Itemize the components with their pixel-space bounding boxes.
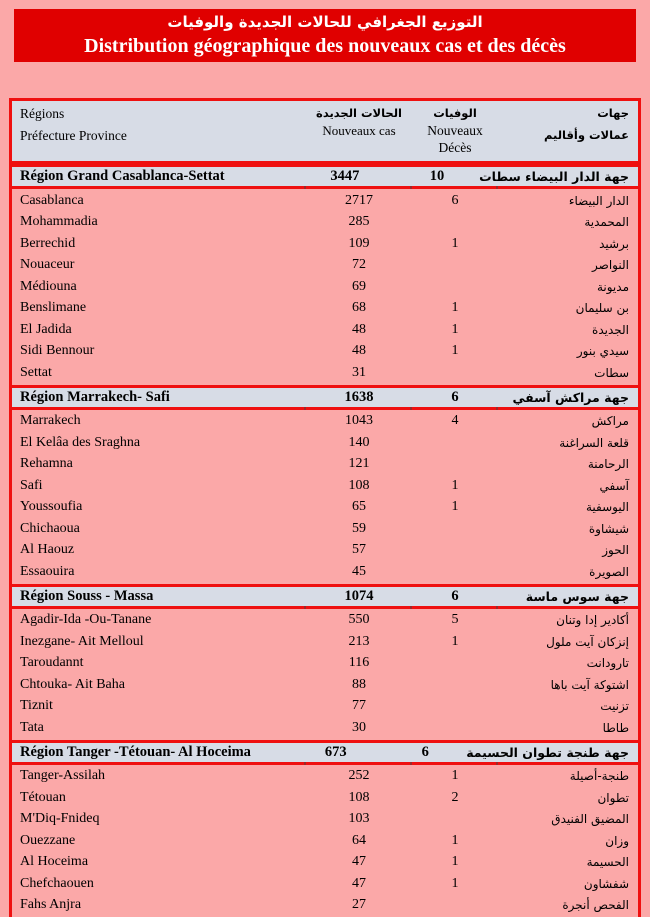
province-new-deaths: 5 (411, 612, 499, 628)
province-new-cases: 1043 (307, 413, 411, 429)
province-name-arabic: سطات (499, 366, 638, 380)
province-name-arabic: آسفي (499, 479, 638, 493)
province-name-arabic: شفشاون (499, 877, 638, 891)
table-row (12, 895, 638, 917)
region-name-arabic: جهة الدار البيضاء سطات (479, 169, 638, 184)
province-new-deaths: 1 (411, 833, 499, 849)
province-name-french: Ouezzane (12, 833, 307, 849)
table-row (12, 341, 638, 363)
table-row (12, 475, 638, 497)
province-name-french: Rehamna (12, 456, 307, 472)
province-name-arabic: اشتوكة آيت باها (499, 678, 638, 692)
province-new-cases: 68 (307, 300, 411, 316)
header-regions-arabic: جهات (499, 105, 629, 122)
table-row (12, 454, 638, 476)
province-new-cases: 103 (307, 811, 411, 827)
province-new-deaths: 1 (411, 854, 499, 870)
province-name-arabic: تطوان (499, 791, 638, 805)
province-new-cases: 45 (307, 564, 411, 580)
province-new-cases: 88 (307, 677, 411, 693)
page-title-arabic: التوزيع الجغرافي للحالات الجديدة والوفيات (14, 11, 636, 33)
table-header-row (12, 101, 638, 164)
province-new-cases: 47 (307, 854, 411, 870)
rule-tick (496, 606, 498, 609)
province-new-deaths: 1 (411, 478, 499, 494)
header-col-new-cases (307, 105, 411, 156)
province-name-french: Agadir-Ida -Ou-Tanane (12, 612, 307, 628)
province-name-french: Nouaceur (12, 257, 307, 273)
header-new-cases-french: Nouveaux cas (307, 122, 411, 139)
province-name-arabic: أكادير إدا وتنان (499, 613, 638, 627)
table-row (12, 674, 638, 696)
province-name-arabic: تارودانت (499, 656, 638, 670)
province-name-french: Chichaoua (12, 521, 307, 537)
province-name-arabic: بن سليمان (499, 301, 638, 315)
table-row (12, 540, 638, 562)
region-name-french: Région Grand Casablanca-Settat (12, 168, 295, 185)
province-name-arabic: إنزكان آيت ملول (499, 635, 638, 649)
province-new-cases: 550 (307, 612, 411, 628)
province-name-french: Settat (12, 365, 307, 381)
province-new-cases: 48 (307, 343, 411, 359)
province-name-arabic: المضيق الفنيدق (499, 812, 638, 826)
table-row (12, 610, 638, 632)
region-total-deaths: 10 (395, 168, 479, 185)
province-name-french: Médiouna (12, 279, 307, 295)
province-new-cases: 30 (307, 720, 411, 736)
province-name-french: Inezgane- Ait Melloul (12, 634, 307, 650)
province-new-cases: 2717 (307, 193, 411, 209)
rule-tick (496, 407, 498, 410)
province-new-deaths: 1 (411, 300, 499, 316)
table-row (12, 696, 638, 718)
rule-tick (304, 606, 306, 609)
rule-tick (304, 186, 306, 189)
province-name-french: Essaouira (12, 564, 307, 580)
table-row (12, 717, 638, 739)
province-name-french: Chefchaouen (12, 876, 307, 892)
province-name-arabic: المحمدية (499, 215, 638, 229)
province-new-cases: 108 (307, 478, 411, 494)
province-new-deaths: 2 (411, 790, 499, 806)
region-header-row (12, 164, 638, 189)
distribution-table (9, 98, 641, 917)
province-name-french: Mohammadia (12, 214, 307, 230)
province-name-french: Marrakech (12, 413, 307, 429)
province-new-cases: 65 (307, 499, 411, 515)
region-name-arabic: جهة طنجة تطوان الحسيمة (466, 745, 638, 760)
table-row (12, 766, 638, 788)
province-name-french: El Jadida (12, 322, 307, 338)
province-name-french: Berrechid (12, 236, 307, 252)
province-name-arabic: طاطا (499, 721, 638, 735)
province-new-cases: 77 (307, 698, 411, 714)
province-name-arabic: مديونة (499, 280, 638, 294)
header-new-cases-arabic: الحالات الجديدة (307, 105, 411, 122)
province-name-arabic: تزنيت (499, 699, 638, 713)
province-new-deaths: 1 (411, 768, 499, 784)
region-header-row (12, 584, 638, 609)
province-new-cases: 59 (307, 521, 411, 537)
header-new-deaths-french-1: Nouveaux (411, 122, 499, 139)
rule-tick (304, 762, 306, 765)
rule-tick (496, 762, 498, 765)
table-row (12, 190, 638, 212)
province-name-arabic: اليوسفية (499, 500, 638, 514)
region-body (12, 609, 638, 740)
province-new-deaths: 1 (411, 322, 499, 338)
header-prefecture-arabic: عمالات وأقاليم (499, 127, 629, 144)
table-row (12, 518, 638, 540)
table-row (12, 873, 638, 895)
province-new-cases: 27 (307, 897, 411, 913)
table-row (12, 298, 638, 320)
table-row (12, 561, 638, 583)
rule-tick (410, 606, 412, 609)
province-name-french: Casablanca (12, 193, 307, 209)
province-new-cases: 140 (307, 435, 411, 451)
table-row (12, 255, 638, 277)
province-name-arabic: طنجة-أصيلة (499, 769, 638, 783)
region-body (12, 765, 638, 917)
province-name-arabic: الحسيمة (499, 855, 638, 869)
province-new-cases: 116 (307, 655, 411, 671)
rule-tick (496, 186, 498, 189)
region-total-deaths: 6 (411, 588, 499, 605)
province-name-french: El Kelâa des Sraghna (12, 435, 307, 451)
table-row (12, 362, 638, 384)
rule-tick (410, 762, 412, 765)
province-name-french: Taroudannt (12, 655, 307, 671)
province-name-arabic: الدار البيضاء (499, 194, 638, 208)
rule-tick (304, 407, 306, 410)
province-name-french: Al Haouz (12, 542, 307, 558)
province-name-arabic: الرحامنة (499, 457, 638, 471)
table-row (12, 809, 638, 831)
province-new-cases: 57 (307, 542, 411, 558)
header-prefecture-label: Préfecture Province (20, 127, 307, 144)
table-row (12, 432, 638, 454)
region-total-deaths: 6 (411, 389, 499, 406)
province-name-arabic: شيشاوة (499, 522, 638, 536)
province-name-french: Benslimane (12, 300, 307, 316)
region-body (12, 189, 638, 385)
region-name-french: Région Marrakech- Safi (12, 389, 307, 406)
province-new-cases: 69 (307, 279, 411, 295)
region-total-cases: 673 (287, 744, 384, 761)
province-name-arabic: الصويرة (499, 565, 638, 579)
province-new-deaths: 4 (411, 413, 499, 429)
province-new-cases: 31 (307, 365, 411, 381)
province-name-french: Youssoufia (12, 499, 307, 515)
table-row (12, 631, 638, 653)
table-row (12, 212, 638, 234)
rule-tick (410, 407, 412, 410)
province-name-french: Al Hoceima (12, 854, 307, 870)
province-new-cases: 285 (307, 214, 411, 230)
province-name-arabic: برشيد (499, 237, 638, 251)
province-new-cases: 109 (307, 236, 411, 252)
region-total-cases: 1638 (307, 389, 411, 406)
province-name-french: M'Diq-Fnideq (12, 811, 307, 827)
province-name-arabic: وزان (499, 834, 638, 848)
region-name-arabic: جهة مراكش آسفي (499, 390, 638, 405)
province-name-arabic: قلعة السراغنة (499, 436, 638, 450)
province-new-cases: 64 (307, 833, 411, 849)
page-title-french: Distribution géographique des nouveaux cas et des décès (14, 33, 636, 59)
province-new-deaths: 1 (411, 499, 499, 515)
province-new-cases: 47 (307, 876, 411, 892)
rule-tick (410, 186, 412, 189)
table-row (12, 830, 638, 852)
table-row (12, 233, 638, 255)
province-name-arabic: مراكش (499, 414, 638, 428)
province-new-deaths: 1 (411, 236, 499, 252)
header-col-new-deaths (411, 105, 499, 156)
province-name-french: Chtouka- Ait Baha (12, 677, 307, 693)
header-col-region (12, 105, 307, 156)
province-new-cases: 72 (307, 257, 411, 273)
table-row (12, 852, 638, 874)
region-total-cases: 1074 (307, 588, 411, 605)
table-row (12, 319, 638, 341)
region-name-french: Région Tanger -Tétouan- Al Hoceima (12, 744, 287, 761)
header-new-deaths-french-2: Décès (411, 139, 499, 156)
province-new-deaths: 1 (411, 634, 499, 650)
table-row (12, 276, 638, 298)
region-total-cases: 3447 (295, 168, 395, 185)
province-new-cases: 108 (307, 790, 411, 806)
province-name-arabic: الفحص أنجرة (499, 898, 638, 912)
header-new-deaths-arabic: الوفيات (411, 105, 499, 122)
province-name-french: Safi (12, 478, 307, 494)
province-new-deaths: 1 (411, 876, 499, 892)
region-header-row (12, 385, 638, 410)
table-row (12, 497, 638, 519)
province-new-deaths: 1 (411, 343, 499, 359)
province-name-french: Tata (12, 720, 307, 736)
province-name-french: Tanger-Assilah (12, 768, 307, 784)
province-new-cases: 48 (307, 322, 411, 338)
province-new-cases: 121 (307, 456, 411, 472)
province-name-french: Tétouan (12, 790, 307, 806)
province-name-arabic: النواصر (499, 258, 638, 272)
table-row (12, 653, 638, 675)
province-name-arabic: سيدي بنور (499, 344, 638, 358)
province-new-cases: 252 (307, 768, 411, 784)
title-banner (14, 9, 636, 62)
table-row (12, 787, 638, 809)
province-name-french: Sidi Bennour (12, 343, 307, 359)
region-name-french: Région Souss - Massa (12, 588, 307, 605)
header-col-arabic (499, 105, 638, 156)
table-row (12, 411, 638, 433)
header-regions-label: Régions (20, 105, 307, 122)
province-name-french: Fahs Anjra (12, 897, 307, 913)
region-name-arabic: جهة سوس ماسة (499, 589, 638, 604)
region-body (12, 410, 638, 584)
region-header-row (12, 740, 638, 765)
province-name-arabic: الجديدة (499, 323, 638, 337)
province-name-arabic: الحوز (499, 543, 638, 557)
province-name-french: Tiznit (12, 698, 307, 714)
province-new-deaths: 6 (411, 193, 499, 209)
region-total-deaths: 6 (384, 744, 466, 761)
province-new-cases: 213 (307, 634, 411, 650)
